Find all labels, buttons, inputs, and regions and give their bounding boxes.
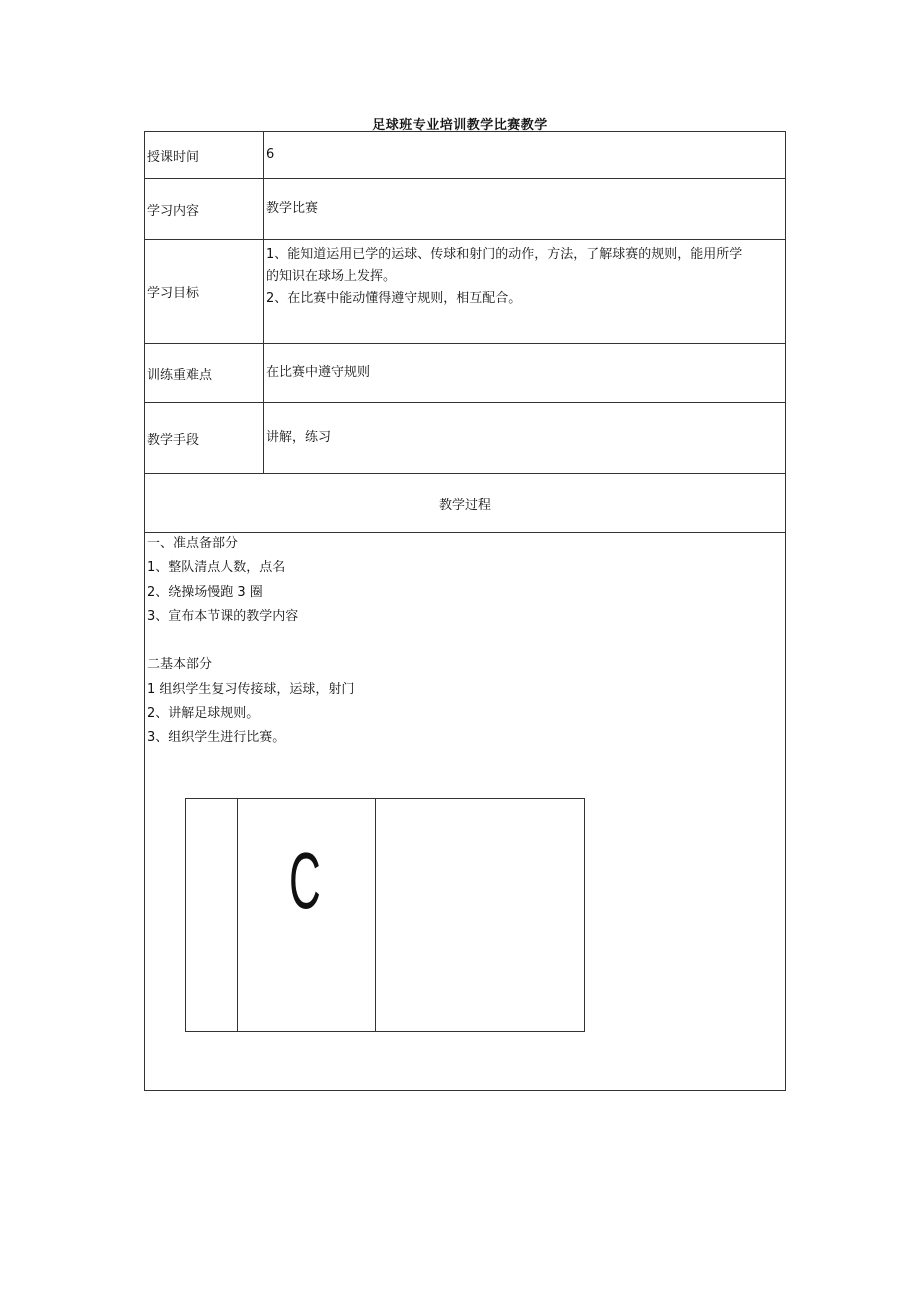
diagram-glyph: C — [289, 836, 321, 925]
row-class-time — [145, 132, 785, 179]
lesson-plan-table — [144, 131, 786, 1091]
row-methods — [145, 403, 785, 474]
list-item: 3、宣布本节课的教学内容 — [147, 608, 299, 624]
objective-line: 1、能知道运用已学的运球、传球和射门的动作，方法，了解球赛的规则，能用所学 — [266, 247, 743, 262]
spacer — [147, 629, 354, 653]
objective-line: 2、在比赛中能动懂得遵守规则，相互配合。 — [266, 291, 522, 306]
process-body — [147, 532, 354, 751]
row-label: 教学手段 — [145, 403, 264, 473]
part2-title: 二基本部分 — [147, 657, 213, 673]
row-value: 6 — [266, 147, 275, 162]
row-content — [145, 179, 785, 240]
row-label: 学习目标 — [145, 240, 264, 343]
field-diagram — [185, 798, 585, 1032]
list-item: 1 组织学生复习传接球，运球，射门 — [147, 681, 355, 697]
objective-line: 的知识在球场上发挥。 — [266, 269, 397, 284]
row-value: 在比赛中遵守规则 — [266, 365, 371, 380]
list-item: 1、整队清点人数，点名 — [147, 560, 286, 576]
list-item: 2、讲解足球规则。 — [147, 706, 260, 722]
list-item: 3、组织学生进行比赛。 — [147, 730, 286, 746]
row-value — [266, 240, 777, 343]
part1-title: 一、准点备部分 — [147, 536, 239, 551]
row-label: 训练重难点 — [145, 344, 264, 402]
diagram-divider — [237, 799, 238, 1031]
row-label: 授课时间 — [145, 132, 264, 178]
diagram-divider — [375, 799, 376, 1031]
row-key-difficulty — [145, 344, 785, 403]
list-item: 2、绕操场慢跑 3 圈 — [147, 584, 263, 600]
process-header: 教学过程 — [145, 474, 785, 533]
document-title: 足球班专业培训教学比赛教学 — [372, 118, 548, 133]
row-value: 教学比赛 — [266, 201, 319, 216]
row-objectives — [145, 240, 785, 344]
row-label: 学习内容 — [145, 179, 264, 239]
row-value: 讲解，练习 — [266, 430, 332, 445]
